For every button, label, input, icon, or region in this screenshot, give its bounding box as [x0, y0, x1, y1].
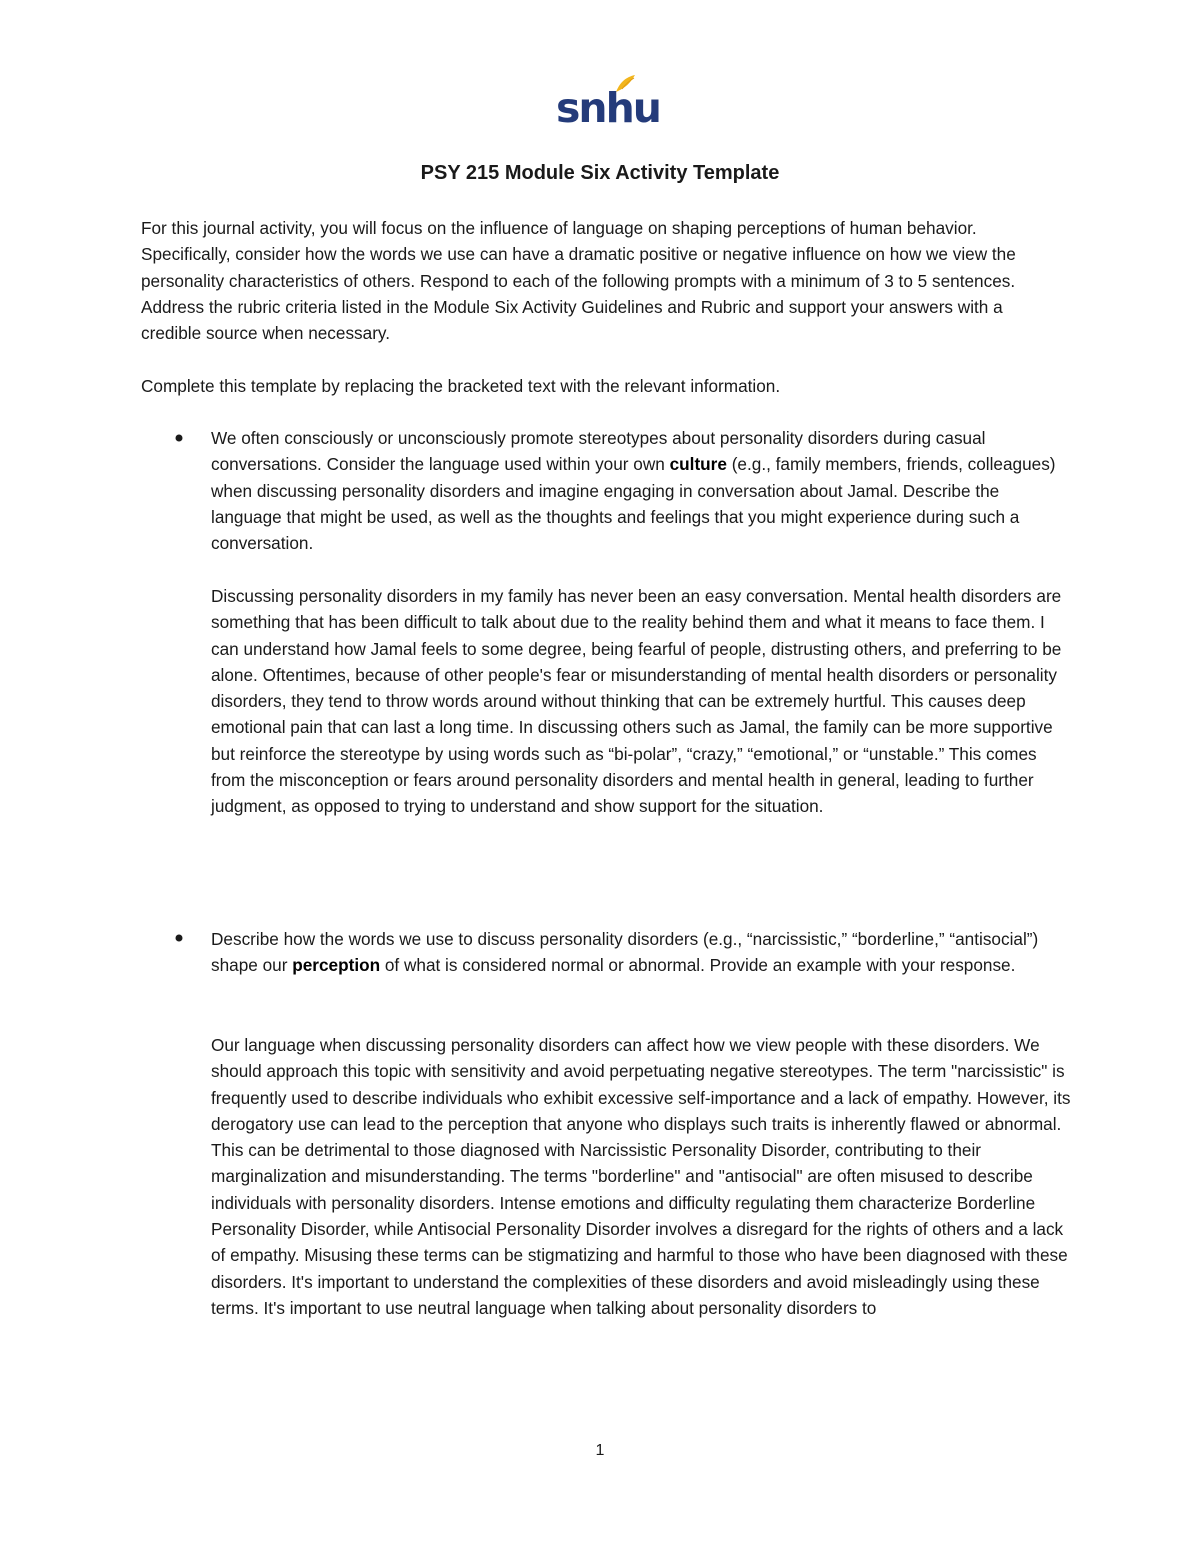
- page-number: 1: [595, 1442, 605, 1459]
- document-title: PSY 215 Module Six Activity Template: [420, 162, 780, 184]
- instructions-paragraph: Complete this template by replacing the bracketed text with the relevant information.: [141, 376, 781, 396]
- snhu-logo: [556, 74, 660, 134]
- prompt-1-question-end: (e.g., family members, friends, colleagues) when discussing personality disorders and imagine engaging in conversation about Jamal. Describe the language that might be used, as well as the thoughts and feelings that you might experience during such a conversation.: [211, 454, 1056, 554]
- prompt-1-keyword: culture: [669, 454, 727, 475]
- prompt-2-answer: Our language when discussing personality disorders can affect how we view people with these disorders. We should approach this topic with sensitivity and avoid perpetuating negative stereotypes. The term "narcissistic" is frequently used to describe individuals who exhibit excessive self-importance and a lack of empathy. However, its derogatory use can lead to the perception that anyone who displays such traits is inherently flawed or abnormal. This can be detrimental to those diagnosed with Narcissistic Personality Disorder, contributing to their marginalization and misunderstanding. The terms "borderline" and "antisocial" are often misused to describe individuals with personality disorders. Intense emotions and difficulty regulating them characterize Borderline Personality Disorder, while Antisocial Personality Disorder involves a disregard for the rights of others and a lack of empathy. Misusing these terms can be stigmatizing and harmful to those who have been diagnosed with these disorders. It's important to understand the complexities of these disorders and avoid misleadingly using these terms. It's important to use neutral language when talking about personality disorders to: [211, 1035, 1071, 1318]
- prompt-2-question-start: Describe how the words we use to discuss personality disorders (e.g., “narcissistic,” “borderline,” “antisocial”) shape our: [211, 929, 1039, 976]
- prompt-2-question-end: of what is considered normal or abnormal. Provide an example with your response.: [380, 955, 1016, 976]
- bullet-icon: [176, 935, 183, 942]
- prompt-1-question: [211, 425, 1071, 556]
- bullet-icon: [176, 435, 183, 442]
- prompt-2-question: [211, 926, 1071, 979]
- prompt-1-question-start: We often consciously or unconsciously promote stereotypes about personality disorders during casual conversations. Consider the language used within your own: [211, 428, 986, 475]
- prompt-2-keyword: perception: [292, 955, 381, 976]
- logo-wordmark: snhu: [556, 84, 660, 132]
- intro-paragraph: For this journal activity, you will focus on the influence of language on shaping perceptions of human behavior. Specifically, consider how the words we use can have a dramatic positive or negative influence on how we view the personality characteristics of others. Respond to each of the following prompts with a minimum of 3 to 5 sentences. Address the rubric criteria listed in the Module Six Activity Guidelines and Rubric and support your answers with a credible source when necessary.: [141, 218, 1016, 344]
- prompt-1-answer: Discussing personality disorders in my family has never been an easy conversation. Mental health disorders are something that has been difficult to talk about due to the reality behind them and what it means to face them. I can understand how Jamal feels to some degree, being fearful of people, distrusting others, and preferring to be alone. Oftentimes, because of other people's fear or misunderstanding of mental health disorders or personality disorders, they tend to throw words around without thinking that can be extremely hurtful. This causes deep emotional pain that can last a long time. In discussing others such as Jamal, the family can be more supportive but reinforce the stereotype by using words such as “bi-polar”, “crazy,” “emotional,” or “unstable.” This comes from the misconception or fears around personality disorders and mental health in general, leading to further judgment, as opposed to trying to understand and show support for the situation.: [211, 586, 1062, 817]
